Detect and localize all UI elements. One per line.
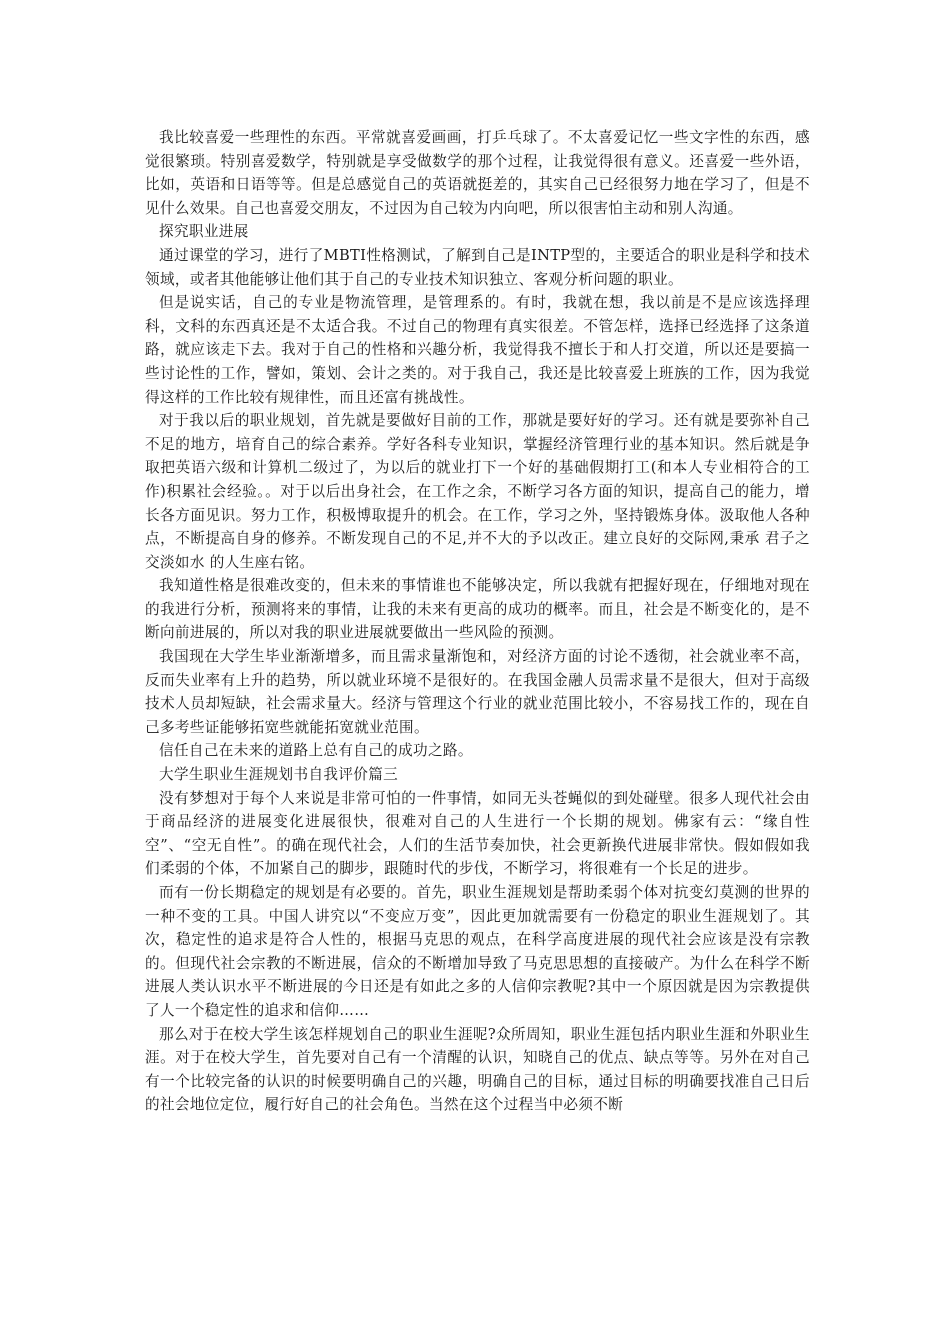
paragraph-personality: 我知道性格是很难改变的，但未来的事情谁也不能够决定，所以我就有把握好现在，仔细地对现在的我进行分析，预测将来的事情，让我的未来有更高的成功的概率。而且，社会是不断变化的，是不断向前进展的，所以对我的职业进展就要做出一些风险的预测。 xyxy=(145,577,810,642)
paragraph-confidence: 信任自己在未来的道路上总有自己的成功之路。 xyxy=(159,742,473,760)
paragraph-students: 那么对于在校大学生该怎样规划自己的职业生涯呢?众所周知，职业生涯包括内职业生涯和外职业生涯。对于在校大学生，首先要对自己有一个清醒的认识，知晓自己的优点、缺点等等。另外在对自己有一个比较完备的认识的时候要明确自己的兴趣，明确自己的目标，通过目标的明确要找准自己日后的社会地位定位，履行好自己的社会角色。当然在这个过程当中必须不断 xyxy=(145,1025,810,1114)
document-body xyxy=(145,126,810,1117)
paragraph-interests: 我比较喜爱一些理性的东西。平常就喜爱画画，打乒乓球了。不太喜爱记忆一些文字性的东西，感觉很繁琐。特别喜爱数学，特别就是享受做数学的那个过程，让我觉得很有意义。还喜爱一些外语，比如，英语和日语等等。但是总感觉自己的英语就挺差的，其实自己已经很努力地在学习了，但是不见什么效果。自己也喜爱交朋友，不过因为自己较为内向吧，所以很害怕主动和别人沟通。 xyxy=(145,129,810,217)
section-heading-career-development: 探究职业进展 xyxy=(159,223,249,241)
paragraph-mbti: 通过课堂的学习，进行了MBTI性格测试，了解到自己是INTP型的，主要适合的职业是科学和技术领域，或者其他能够让他们其于自己的专业技术知识独立、客观分析问题的职业。 xyxy=(145,246,810,288)
paragraph-career-plan: 对于我以后的职业规划，首先就是要做好目前的工作，那就是要好好的学习。还有就是要弥补自己不足的地方，培育自己的综合素养。学好各科专业知识，掌握经济管理行业的基本知识。然后就是争取把英语六级和计算机二级过了，为以后的就业打下一个好的基础假期打工(和本人专业相符合的工作)积累社会经验。。对于以后出身社会，在工作之余，不断学习各方面的知识，提高自己的能力，增长各方面见识。努力工作，积极博取提升的机会。在工作，学习之外，坚持锻炼身体。汲取他人各种点，不断提高自身的修养。不断发现自己的不足,并不大的予以改正。建立良好的交际网,秉承 君子之交淡如水 的人生座右铭。 xyxy=(145,412,810,571)
paragraph-major: 但是说实话，自己的专业是物流管理，是管理系的。有时，我就在想，我以前是不是应该选择理科，文科的东西真还是不太适合我。不过自己的物理有真实很差。不管怎样，选择已经选择了这条道路，就应该走下去。我对于自己的性格和兴趣分析，我觉得我不擅长于和人打交道，所以还是要搞一些讨论性的工作，譬如，策划、会计之类的。对于我自己，我还是比较喜爱上班族的工作，因为我觉得这样的工作比较有规律性，而且还富有挑战性。 xyxy=(145,294,810,406)
section-heading-part-three: 大学生职业生涯规划书自我评价篇三 xyxy=(159,766,399,784)
paragraph-stable-plan: 而有一份长期稳定的规划是有必要的。首先，职业生涯规划是帮助柔弱个体对抗变幻莫测的世界的一种不变的工具。中国人讲究以“不变应万变”，因此更加就需要有一份稳定的职业生涯规划了。其次，稳定性的追求是符合人性的，根据马克思的观点，在科学高度进展的现代社会应该是没有宗教的。但现代社会宗教的不断进展，信众的不断增加导致了马克思思想的直接破产。为什么在科学不断进展人类认识水平不断进展的今日还是有如此之多的人信仰宗教呢?其中一个原因就是因为宗教提供了人一个稳定性的追求和信仰…… xyxy=(145,884,810,1019)
paragraph-employment: 我国现在大学生毕业渐渐增多，而且需求量渐饱和，对经济方面的讨论不透彻，社会就业率不高，反而失业率有上升的趋势，所以就业环境不是很好的。在我国金融人员需求量不是很大，但对于高级技术人员却短缺，社会需求量大。经济与管理这个行业的就业范围比较小，不容易找工作的，现在自己多考些证能够拓宽些就能拓宽就业范围。 xyxy=(145,648,810,736)
paragraph-dreams: 没有梦想对于每个人来说是非常可怕的一件事情，如同无头苍蝇似的到处碰壁。很多人现代社会由于商品经济的进展变化进展很快，很难对自己的人生进行一个长期的规划。佛家有云：“缘自性空”、“空无自性”。的确在现代社会，人们的生活节奏加快，社会更新换代进展非常快。假如假如我们柔弱的个体，不加紧自己的脚步，跟随时代的步伐，不断学习，将很难有一个长足的进步。 xyxy=(145,789,810,878)
